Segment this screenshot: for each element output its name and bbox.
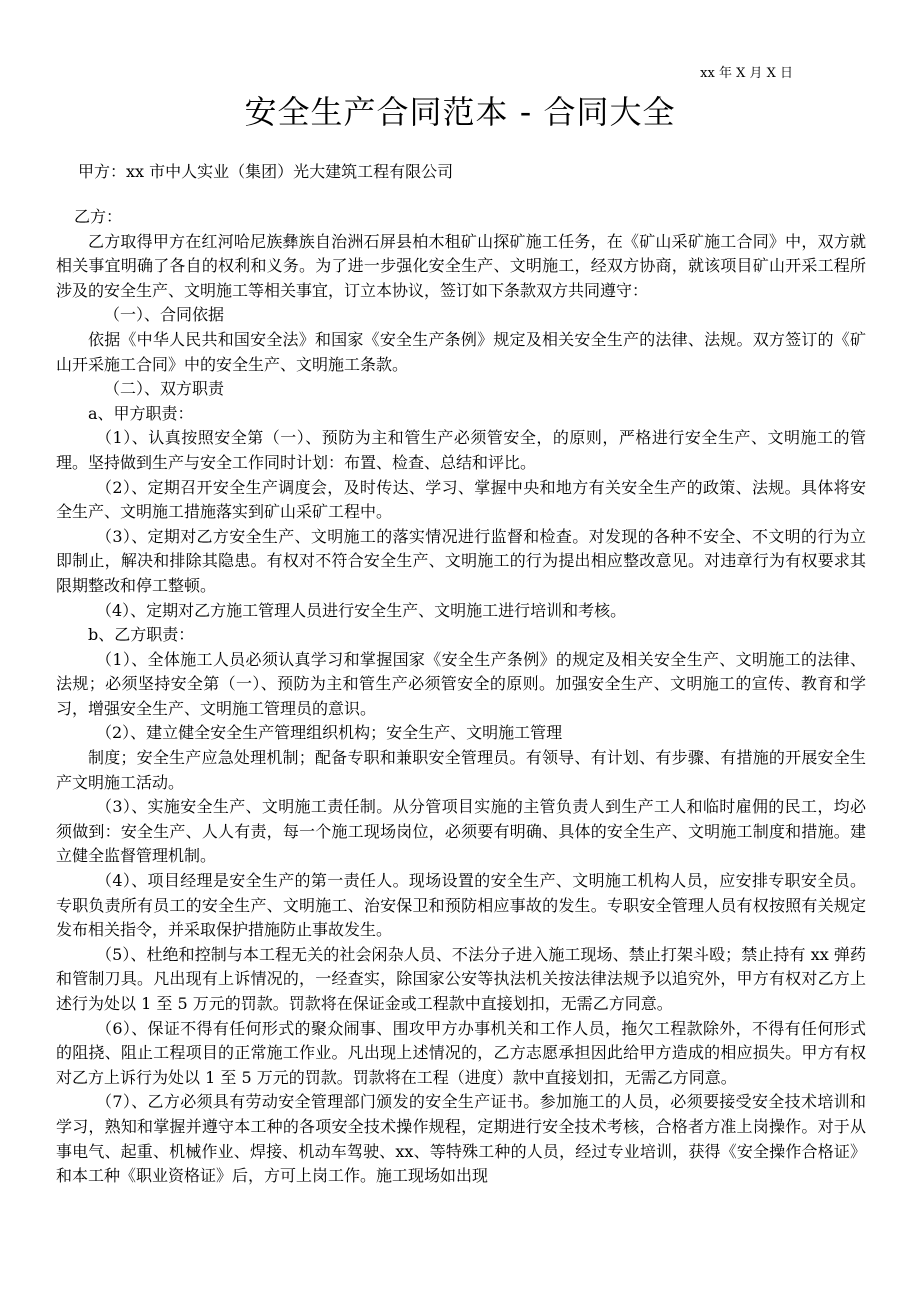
party-a-duty-2: （2）、定期召开安全生产调度会，及时传达、学习、掌握中央和地方有关安全生产的政策、法规。具体将安全生产、文明施工措施落实到矿山采矿工程中。 <box>56 477 866 522</box>
party-b-duty-4: （4）、项目经理是安全生产的第一责任人。现场设置的安全生产、文明施工机构人员，应安排专职安全员。专职负责所有员工的安全生产、文明施工、治安保卫和预防相应事故的发生。专职安全管理人员有权按照有关规定发布相关指令，并采取保护措施防止事故发生。 <box>56 871 866 940</box>
section-heading-duties: （二）、双方职责 <box>104 379 225 399</box>
party-a-duties-heading: a、甲方职责： <box>88 403 194 423</box>
party-b-duty-6: （6）、保证不得有任何形式的聚众闹事、围攻甲方办事机关和工作人员，拖欠工程款除外，不得有任何形式的阻挠、阻止工程项目的正常施工作业。凡出现上述情况的，乙方志愿承担因此给甲方造成的相应损失。甲方有权对乙方上诉行为处以 1 至 5 万元的罚款。罚款将在工程（进度）款中直接划扣，无需乙方同意。 <box>56 1018 866 1087</box>
document-title: 安全生产合同范本 - 合同大全 <box>244 93 676 131</box>
document-date: xx 年 X 月 X 日 <box>700 66 793 81</box>
party-b-duties-heading: b、乙方职责： <box>88 625 195 645</box>
party-b-duty-2-continued: 制度；安全生产应急处理机制；配备专职和兼职安全管理员。有领导、有计划、有步骤、有措施的开展安全生产文明施工活动。 <box>56 748 866 792</box>
party-b-line: 乙方： <box>74 207 123 226</box>
party-b-duty-1: （1）、全体施工人员必须认真学习和掌握国家《安全生产条例》的规定及相关安全生产、文明施工的法律、法规；必须坚持安全第（一）、预防为主和管生产必须管安全的原则。加强安全生产、文明施工的宣传、教育和学习，增强安全生产、文明施工管理员的意识。 <box>56 649 866 718</box>
contract-body <box>56 205 866 1189</box>
party-b-duty-3: （3）、实施安全生产、文明施工责任制。从分管项目实施的主管负责人到生产工人和临时雇佣的民工，均必须做到：安全生产、人人有责，每一个施工现场岗位，必须要有明确、具体的安全生产、文明施工制度和措施。建立健全监督管理机制。 <box>56 797 866 866</box>
party-b-duty-2: （2）、建立健全安全生产管理组织机构；安全生产、文明施工管理 <box>96 723 563 743</box>
party-a-duty-3: （3）、定期对乙方安全生产、文明施工的落实情况进行监督和检查。对发现的各种不安全、不文明的行为立即制止，解决和排除其隐患。有权对不符合安全生产、文明施工的行为提出相应整改意见。对违章行为有权要求其限期整改和停工整顿。 <box>56 526 866 595</box>
party-b-duty-7: （7）、乙方必须具有劳动安全管理部门颁发的安全生产证书。参加施工的人员，必须要接受安全技术培训和学习，熟知和掌握并遵守本工种的各项安全技术操作规程，定期进行安全技术考核，合格者方准上岗操作。对于从事电气、起重、机械作业、焊接、机动车驾驶、xx、等特殊工种的人员，经过专业培训，获得《安全操作合格证》和本工种《职业资格证》后，方可上岗工作。施工现场如出现 <box>56 1092 866 1186</box>
party-b-duty-5: （5）、杜绝和控制与本工程无关的社会闲杂人员、不法分子进入施工现场、禁止打架斗殴；禁止持有 xx 弹药和管制刀具。凡出现有上诉情况的，一经查实，除国家公安等执法机关按法律法规予以追究外，甲方有权对乙方上述行为处以 1 至 5 万元的罚款。罚款将在保证金或工程款中直接划扣，无需乙方同意。 <box>56 944 866 1013</box>
section-heading-basis: （一）、合同依据 <box>104 305 225 325</box>
party-a-duty-4: （4）、定期对乙方施工管理人员进行安全生产、文明施工进行培训和考核。 <box>96 600 627 620</box>
party-a-duty-1: （1）、认真按照安全第（一）、预防为主和管生产必须管安全，的原则，严格进行安全生产、文明施工的管理。坚持做到生产与安全工作同时计划：布置、检查、总结和评比。 <box>56 428 866 472</box>
intro-paragraph: 乙方取得甲方在红河哈尼族彝族自治洲石屏县柏木租矿山探矿施工任务，在《矿山采矿施工合同》中，双方就相关事宜明确了各自的权利和义务。为了进一步强化安全生产、文明施工，经双方协商，就该项目矿山开采工程所涉及的安全生产、文明施工等相关事宜，订立本协议，签订如下条款双方共同遵守： <box>56 231 866 300</box>
basis-paragraph: 依据《中华人民共和国安全法》和国家《安全生产条例》规定及相关安全生产的法律、法规。双方签订的《矿山开采施工合同》中的安全生产、文明施工条款。 <box>56 329 866 374</box>
party-a-line: 甲方：xx 市中人实业（集团）光大建筑工程有限公司 <box>78 162 454 181</box>
